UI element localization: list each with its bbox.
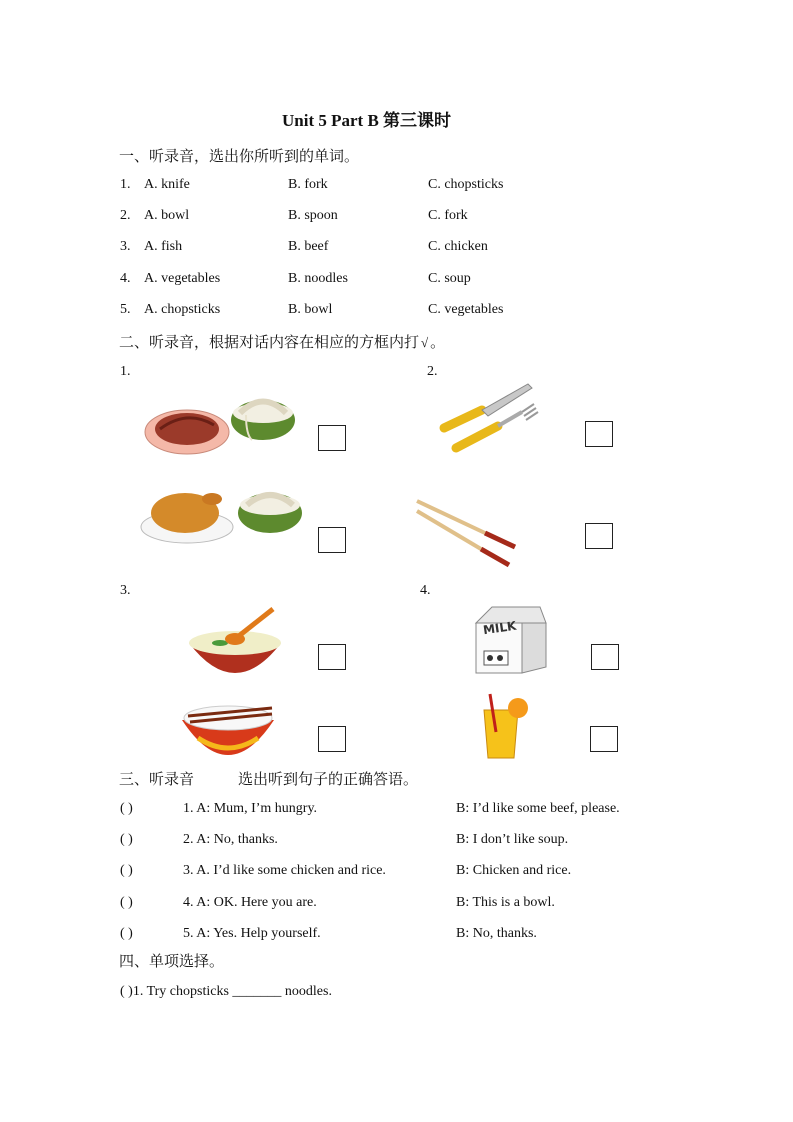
option-a: A. knife	[144, 177, 190, 192]
option-b: B. spoon	[288, 208, 338, 223]
question-label: 2.	[427, 364, 438, 379]
choice-a: 4. A: OK. Here you are.	[183, 895, 317, 910]
section3-heading: 三、听录音 选出听到句子的正确答语。	[119, 772, 419, 788]
answer-checkbox[interactable]	[318, 726, 346, 752]
chopsticks-image	[415, 497, 520, 569]
choice-b: B: No, thanks.	[456, 926, 537, 941]
question-label: 4.	[420, 583, 431, 598]
option-c: C. fork	[428, 208, 468, 223]
answer-checkbox[interactable]	[318, 644, 346, 670]
choice-b: B: This is a bowl.	[456, 895, 555, 910]
option-c: C. vegetables	[428, 302, 504, 317]
option-b: B. noodles	[288, 271, 348, 286]
milk-carton-image	[470, 605, 550, 675]
checkmark-symbol: √	[421, 335, 429, 350]
page-title: Unit 5 Part B 第三课时	[282, 111, 452, 130]
choice-a: 3. A. I’d like some chicken and rice.	[183, 863, 386, 878]
answer-checkbox[interactable]	[590, 726, 618, 752]
answer-paren: ( )	[120, 832, 133, 847]
item-number: 1.	[120, 177, 131, 192]
choice-b: B: I don’t like soup.	[456, 832, 569, 847]
answer-paren: ( )	[120, 926, 133, 941]
answer-checkbox[interactable]	[585, 421, 613, 447]
item-number: 4.	[120, 271, 131, 286]
choice-a: 5. A: Yes. Help yourself.	[183, 926, 321, 941]
juice-image	[478, 692, 533, 762]
option-a: A. chopsticks	[144, 302, 221, 317]
option-b: B. beef	[288, 239, 329, 254]
answer-checkbox[interactable]	[318, 425, 346, 451]
choice-b: B: I’d like some beef, please.	[456, 801, 620, 816]
choice-a: 2. A: No, thanks.	[183, 832, 278, 847]
beef-noodles-image	[140, 385, 300, 465]
section4-heading: 四、单项选择。	[119, 954, 225, 970]
item-number: 5.	[120, 302, 131, 317]
answer-checkbox[interactable]	[318, 527, 346, 553]
question-label: 3.	[120, 583, 131, 598]
option-a: A. vegetables	[144, 271, 221, 286]
answer-paren: ( )	[120, 801, 133, 816]
option-a: A. fish	[144, 239, 183, 254]
option-b: B. fork	[288, 177, 328, 192]
milk-label: MILK	[482, 618, 518, 638]
knife-fork-image	[440, 378, 540, 453]
question-label: 1.	[120, 364, 131, 379]
rice-bowl-image	[178, 698, 278, 766]
option-c: C. chopsticks	[428, 177, 504, 192]
soup-image	[185, 603, 285, 678]
answer-paren: ( )	[120, 863, 133, 878]
option-b: B. bowl	[288, 302, 333, 317]
section2-heading: 二、听录音，根据对话内容在相应的方框内打 √ 。	[119, 335, 446, 351]
item-number: 2.	[120, 208, 131, 223]
answer-checkbox[interactable]	[585, 523, 613, 549]
answer-paren: ( )	[120, 895, 133, 910]
choice-a: 1. A: Mum, I’m hungry.	[183, 801, 318, 816]
option-a: A. bowl	[144, 208, 190, 223]
choice-b: B: Chicken and rice.	[456, 863, 572, 878]
answer-checkbox[interactable]	[591, 644, 619, 670]
option-c: C. soup	[428, 271, 471, 286]
option-c: C. chicken	[428, 239, 488, 254]
question-1: ( )1. Try chopsticks _______ noodles.	[120, 984, 332, 999]
chicken-noodles-image	[140, 485, 305, 550]
section1-heading: 一、听录音，选出你所听到的单词。	[119, 149, 360, 165]
item-number: 3.	[120, 239, 131, 254]
